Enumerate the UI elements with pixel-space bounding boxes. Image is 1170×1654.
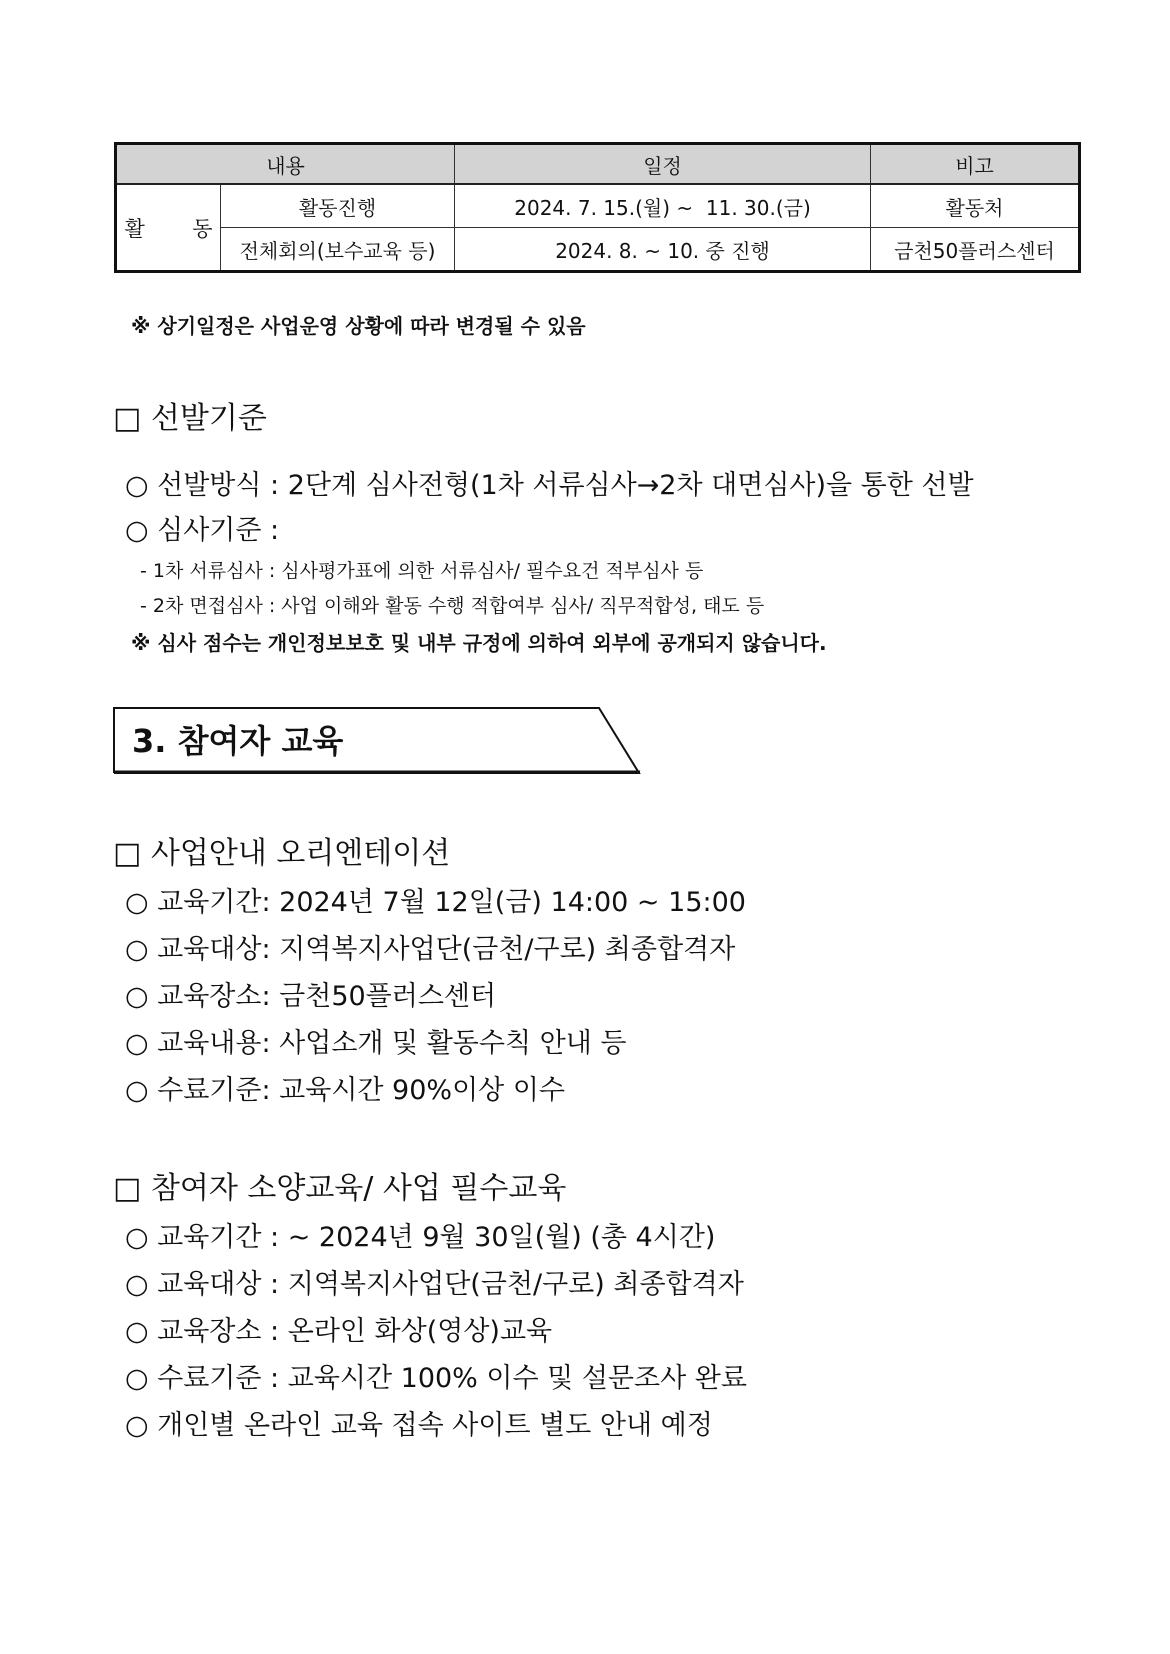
training-item: ○ 개인별 온라인 교육 접속 사이트 별도 안내 예정 bbox=[125, 1410, 713, 1441]
training-item: ○ 교육대상 : 지역복지사업단(금천/구로) 최종합격자 bbox=[125, 1269, 744, 1300]
table-row bbox=[116, 184, 1080, 228]
header-schedule: 일정 bbox=[455, 144, 871, 185]
criteria-sub-2: - 2차 면접심사 : 사업 이해와 활동 수행 적합여부 심사/ 직무적합성, 태도 등 bbox=[140, 595, 765, 617]
orientation-item: ○ 수료기준: 교육시간 90%이상 이수 bbox=[125, 1075, 565, 1106]
selection-heading: □ 선발기준 bbox=[113, 401, 267, 436]
row-schedule: 2024. 7. 15.(월) ~ 11. 30.(금) bbox=[455, 184, 871, 228]
criteria-sub-1: - 1차 서류심사 : 심사평가표에 의한 서류심사/ 필수요건 적부심사 등 bbox=[140, 560, 704, 582]
row-remark: 활동처 bbox=[871, 184, 1080, 228]
orientation-item: ○ 교육장소: 금천50플러스센터 bbox=[125, 981, 497, 1012]
training-item: ○ 교육장소 : 온라인 화상(영상)교육 bbox=[125, 1316, 553, 1347]
training-heading: □ 참여자 소양교육/ 사업 필수교육 bbox=[113, 1171, 567, 1206]
orientation-item: ○ 교육기간: 2024년 7월 12일(금) 14:00 ~ 15:00 bbox=[125, 887, 746, 918]
orientation-heading: □ 사업안내 오리엔테이션 bbox=[113, 836, 451, 871]
selection-criteria: ○ 심사기준 : bbox=[125, 515, 280, 546]
schedule-note: ※ 상기일정은 사업운영 상황에 따라 변경될 수 있음 bbox=[131, 314, 586, 338]
section-3-title: 3. 참여자 교육 bbox=[132, 722, 344, 760]
row-schedule: 2024. 8. ~ 10. 중 진행 bbox=[455, 228, 871, 272]
orientation-item: ○ 교육대상: 지역복지사업단(금천/구로) 최종합격자 bbox=[125, 934, 736, 965]
selection-note: ※ 심사 점수는 개인정보보호 및 내부 규정에 의하여 외부에 공개되지 않습니다. bbox=[131, 631, 827, 655]
table-row bbox=[116, 228, 1080, 272]
training-item: ○ 수료기준 : 교육시간 100% 이수 및 설문조사 완료 bbox=[125, 1363, 747, 1394]
row-item: 전체회의(보수교육 등) bbox=[221, 228, 455, 272]
orientation-item: ○ 교육내용: 사업소개 및 활동수칙 안내 등 bbox=[125, 1028, 627, 1059]
training-item: ○ 교육기간 : ~ 2024년 9월 30일(월) (총 4시간) bbox=[125, 1222, 716, 1253]
header-content: 내용 bbox=[116, 144, 455, 185]
schedule-table bbox=[114, 142, 1081, 273]
category-label: 활 동 bbox=[124, 216, 213, 241]
row-remark: 금천50플러스센터 bbox=[871, 228, 1080, 272]
header-remark: 비고 bbox=[871, 144, 1080, 185]
table-header-row bbox=[116, 144, 1080, 185]
category-cell bbox=[116, 184, 221, 272]
selection-method: ○ 선발방식 : 2단계 심사전형(1차 서류심사→2차 대면심사)을 통한 선발 bbox=[125, 470, 974, 501]
row-item: 활동진행 bbox=[221, 184, 455, 228]
